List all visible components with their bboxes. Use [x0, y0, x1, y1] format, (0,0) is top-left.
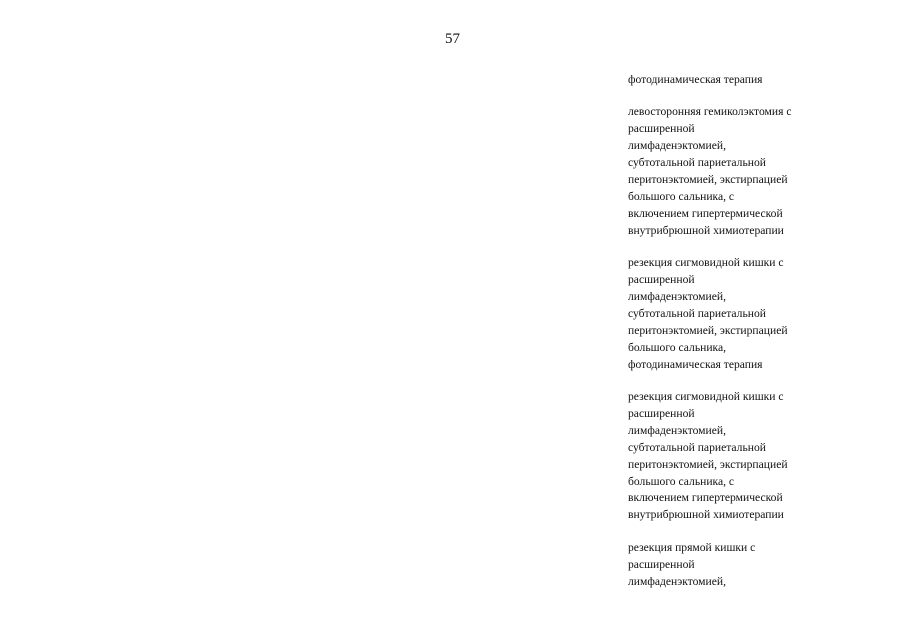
entry-line: включением гипертермической: [628, 206, 783, 220]
entry-line: большого сальника, с: [628, 189, 735, 203]
entry-line: резекция сигмовидной кишки с: [628, 256, 784, 270]
treatment-entry: [628, 540, 878, 591]
entry-line: резекция сигмовидной кишки с: [628, 390, 784, 403]
entry-line: расширенной: [628, 273, 695, 287]
entry-line: включением гипертермической: [628, 491, 783, 505]
entry-line: левосторонняя гемиколэктомия с: [628, 105, 792, 119]
entry-line: субтотальной париетальной: [628, 156, 766, 170]
entry-line: перитонэктомией, экстирпацией: [628, 457, 788, 471]
entry-line: расширенной: [628, 406, 695, 420]
treatment-entry: [628, 72, 878, 89]
entry-line: внутрибрюшной химиотерапии: [628, 223, 784, 237]
entry-line: большого сальника, с: [628, 474, 735, 488]
entry-line: внутрибрюшной химиотерапии: [628, 508, 784, 522]
treatment-entry: [628, 104, 878, 239]
entry-line: расширенной: [628, 557, 695, 571]
entry-line: лимфаденэктомией,: [628, 423, 726, 437]
entry-line: лимфаденэктомией,: [628, 289, 726, 303]
treatment-entry: [628, 255, 878, 373]
entry-line: расширенной: [628, 122, 695, 136]
entry-line: резекция прямой кишки с: [628, 540, 756, 554]
entry-line: лимфаденэктомией,: [628, 139, 726, 153]
entry-line: субтотальной париетальной: [628, 306, 766, 320]
entry-line: фотодинамическая терапия: [628, 357, 763, 371]
entry-line: субтотальной париетальной: [628, 440, 766, 454]
entry-line: перитонэктомией, экстирпацией: [628, 173, 788, 187]
treatment-entry: [628, 389, 878, 524]
entry-line: большого сальника,: [628, 340, 727, 354]
entry-line: перитонэктомией, экстирпацией: [628, 323, 788, 337]
entry-line: лимфаденэктомией,: [628, 574, 726, 588]
treatment-column: [628, 72, 878, 606]
entry-line: фотодинамическая терапия: [628, 73, 763, 86]
page-number: 57: [445, 31, 460, 47]
